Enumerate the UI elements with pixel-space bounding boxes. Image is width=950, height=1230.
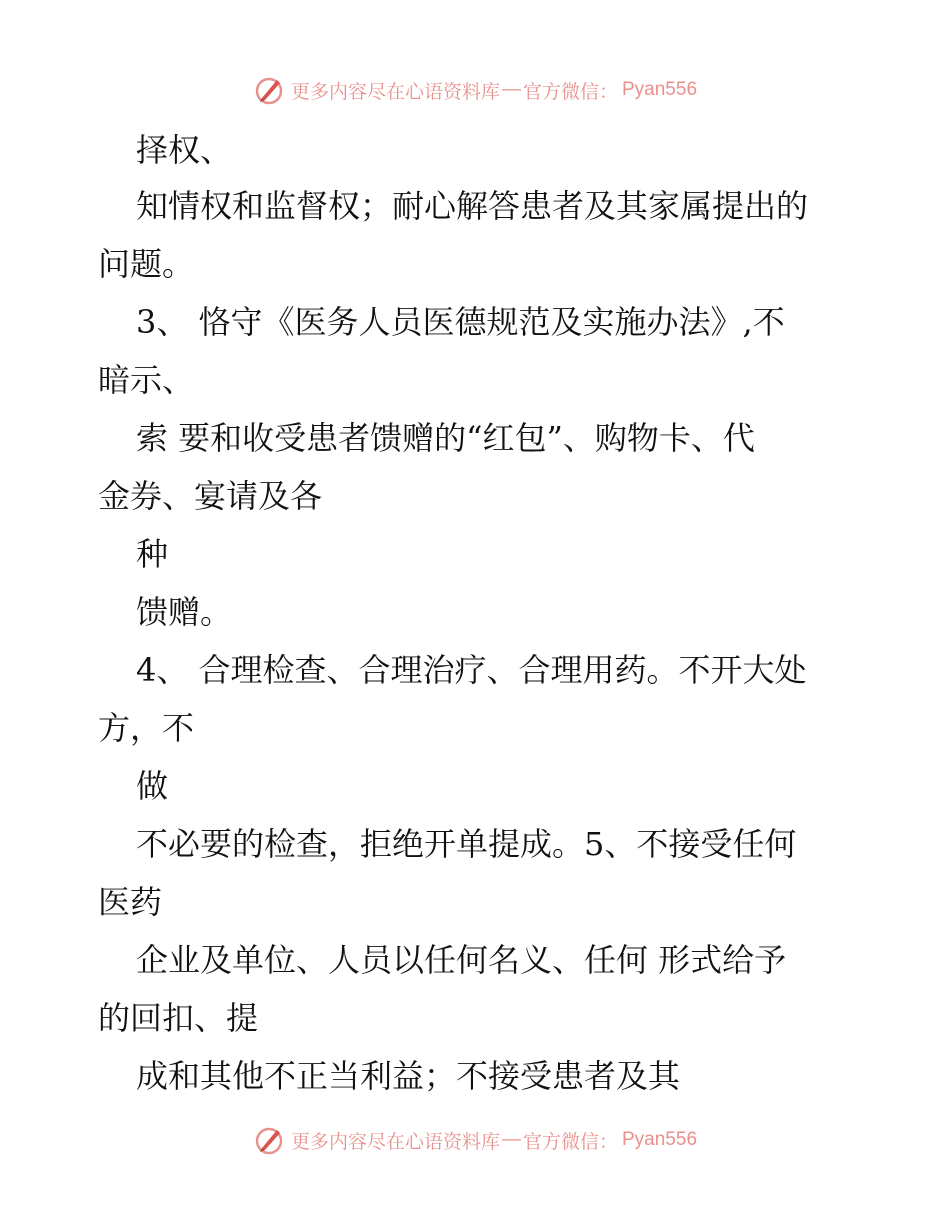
text-line: 方，不: [98, 709, 195, 747]
text-line: 馈赠。: [136, 593, 233, 631]
text-line: 不必要的检查，拒绝开单提成。5、不接受任何: [136, 825, 797, 863]
text-line: 3、 恪守《医务人员医德规范及实施办法》,不: [136, 303, 785, 341]
watermark-wechat-label: 官方微信：: [522, 81, 618, 103]
text-line: 医药: [98, 883, 163, 921]
quill-pen-logo-icon: [253, 74, 285, 106]
text-line: 成和其他不正当利益；不接受患者及其: [136, 1057, 681, 1095]
text-line: 金券、宴请及各: [98, 477, 323, 515]
footer-watermark: [0, 1120, 950, 1160]
watermark-text: 更多内容尽在心语资料库: [290, 81, 500, 103]
text-line: 的回扣、提: [98, 999, 259, 1037]
watermark-separator: —: [501, 1129, 521, 1150]
watermark-text: 更多内容尽在心语资料库: [290, 1131, 500, 1153]
text-line: 种: [136, 535, 169, 573]
header-watermark: [0, 70, 950, 110]
text-line: 4、 合理检查、合理治疗、合理用药。不开大处: [136, 651, 807, 689]
text-line: 企业及单位、人员以任何名义、任何 形式给予: [136, 941, 787, 979]
watermark-wechat-id: Pyan556: [622, 1129, 698, 1150]
text-line: 做: [136, 767, 169, 805]
text-line: 择权、: [136, 131, 233, 169]
text-line: 索 要和收受患者馈赠的“红包”、购物卡、代: [136, 419, 755, 457]
text-line: 问题。: [98, 245, 195, 283]
watermark-wechat-id: Pyan556: [622, 79, 698, 100]
watermark-separator: —: [501, 79, 521, 100]
text-line: 知情权和监督权；耐心解答患者及其家属提出的: [136, 187, 809, 225]
text-line: 暗示、: [98, 361, 195, 399]
watermark-wechat-label: 官方微信：: [522, 1131, 618, 1153]
quill-pen-logo-icon: [253, 1124, 285, 1156]
